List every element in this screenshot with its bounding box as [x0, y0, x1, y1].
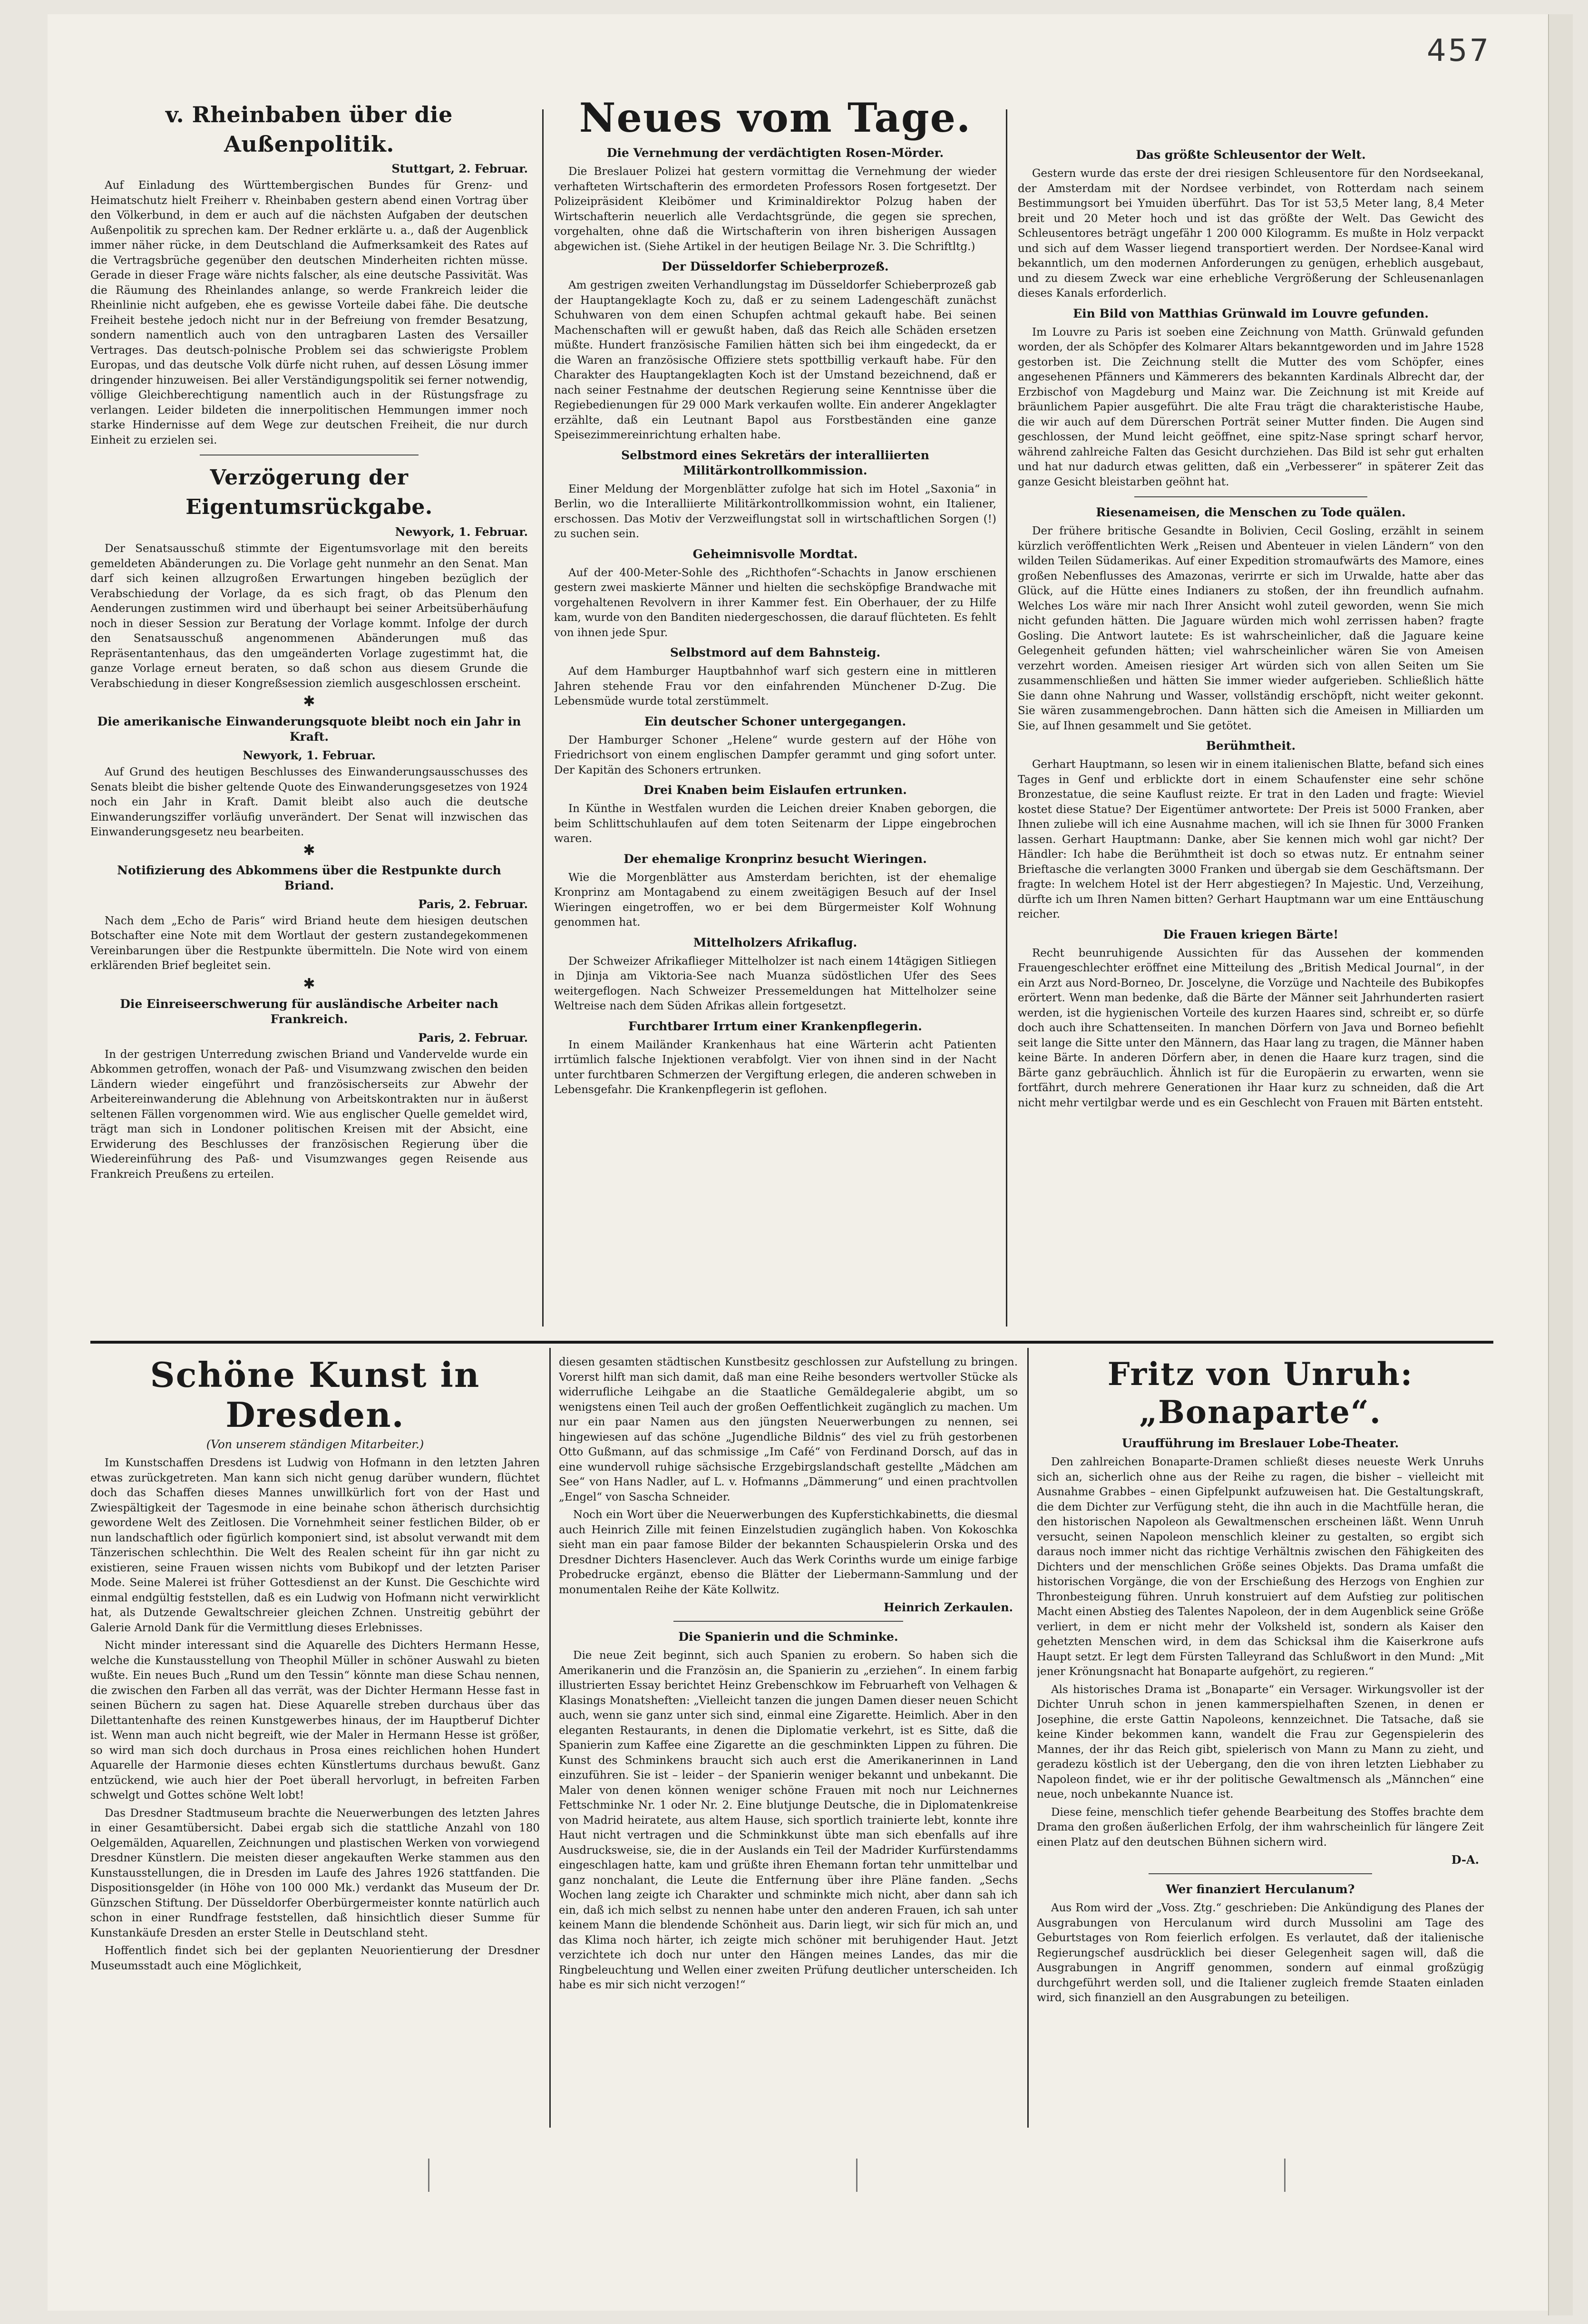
- page-number: 457: [1427, 33, 1491, 68]
- item-title: Die Frauen kriegen Bärte!: [1163, 927, 1339, 941]
- item-title: Ein Bild von Matthias Grünwald im Louvre gefunden.: [1073, 306, 1429, 320]
- item-text: Der Schweizer Afrikaflieger Mittelholzer ist nach einem 14tägigen Sitliegen in Djinja am Viktoria-See nach Muanza südöstlichen Ufer des Sees weitergeflogen. Nach Schweizer Pressemeldungen hat Mittelholzer seine Weltreise nach dem Süden Afrikas allein fortgesetzt.: [554, 955, 996, 1012]
- column-rule: [542, 109, 544, 1327]
- dateline: Paris, 2. Februar.: [418, 897, 528, 911]
- article-paragraph: Der Senatsausschuß stimmte der Eigentumsvorlage mit den bereits gemeldeten Abänderungen zu. Die Vorlage geht nunmehr an den Senat. Man darf sich keinen allzugroßen Erwartungen hingeben bezüglich der Verabschiedung der Vorlage, da es sich fragt, ob das Plenum den Aenderungen zustimmen wird und überhaupt bei seiner Arbeitsüberhäufung noch in dieser Session zur Beratung der Vorlage kommt. Infolge der durch den Senatsausschuß angenommenen Abänderungen muß das Repräsentantenhaus, das den umgeänderten Vorlage zugestimmt hat, die ganze Vorlage erneut beraten, so daß schon aus diesem Grunde die Verabschiedung in dieser Kongreßsession ziemlich ausgeschlossen erscheint.: [90, 542, 528, 690]
- item-text: Im Louvre zu Paris ist soeben eine Zeichnung von Matth. Grünwald gefunden worden, der als Schöpfer des Kolmarer Altars bekanntgeworden und im Jahre 1528 gestorben ist. Die Zeichnung stellt die Mutter des vom Schöpfer, eines angesehenen Pfänners und Kämmerers des bekannten Kardinals Albrecht dar, der Erzbischof von Magdeburg und Mainz war. Die Zeichnung ist mit Kreide auf bräunlichem Papier ausgeführt. Die alte Frau trägt die charakteristische Haube, die wir auch auf dem Dürerschen Porträt seiner Mutter finden. Die Augen sind geschlossen, der Mund leicht geöffnet, eine spitz-Nase springt scharf hervor, während zahlreiche Falten das Gesicht durchziehen. Das Bild ist sehr gut erhalten und hat nur dadurch etwas gelitten, daß ein „Verbesserer“ in späterer Zeit das ganze Gesicht bleistarben geöhnt hat.: [1018, 326, 1484, 488]
- byline: (Von unserem ständigen Mitarbeiter.): [206, 1438, 424, 1451]
- article-paragraph: Das Dresdner Stadtmuseum brachte die Neuerwerbungen des letzten Jahres in einer Gesamtübersicht. Dabei ergab sich die stattliche Anzahl von 180 Oelgemälden, Aquarellen, Zeichnungen und plastischen Werken von vorwiegend Dresdner Künstlern. Die meisten dieser angekauften Werke stammen aus den Kunstausstellungen, die in Dresden im Laufe des Jahres 1926 stattfanden. Die Dispositionsgelder (in Höhe von 100 000 Mk.) verdankt das Museum der Dr. Günzschen Stiftung. Der Düsseldorfer Oberbürgermeister konnte natürlich auch schon in einer Rundfrage feststellen, daß hinsichtlich dieser Summe für Kunstankäufe Dresden an erster Stelle in Deutschland steht.: [90, 1807, 540, 1939]
- item-text: Der frühere britische Gesandte in Bolivien, Cecil Gosling, erzählt in seinem kürzlich veröffentlichten Werk „Reisen und Abenteuer in vielen Ländern“ von den wilden Teilen Südamerikas. Auf einer Expedition stromaufwärts des Mamore, eines großen Nebenflusses des Amazonas, verirrte er sich im Urwalde, hatte aber das Glück, auf die Hütte eines Indianers zu stoßen, der ihn freundlich aufnahm. Welches Los wäre mir nach Ihrer Ansicht wohl zuteil geworden, wenn Sie mich nicht gefunden hätten. Die Jaguare würden mich wohl zerrissen haben? fragte Gosling. Die Antwort lautete: Es ist wahrscheinlicher, daß die Jaguare keine Gelegenheit gefunden hätten; viel wahrscheinlicher wären Sie von Ameisen verzehrt worden. Ameisen riesiger Art würden sich von allen Seiten um Sie zusammenschließen und hätten Sie immer wieder aufgerieben. Schließlich hätte Sie dann ohne Nahrung und Wasser, vollständig erschöpft, nicht weiter gekonnt. Sie wären zusammengebrochen. Dann hätten sich die Ameisen in Milliarden um Sie, auf Ihnen gesammelt und Sie getötet.: [1018, 525, 1484, 732]
- item-title: Riesenameisen, die Menschen zu Tode quälen.: [1096, 505, 1406, 519]
- item-text: Gerhart Hauptmann, so lesen wir in einem italienischen Blatte, befand sich eines Tages in Genf und erblickte dort in einem Schaufenster eine sehr schöne Bronzestatue, die seine Kauflust reizte. Er trat in den Laden und fragte: Wieviel kostet diese Statue? Der Eigentümer antwortete: Der Preis ist 5000 Franken, aber Ihnen zuliebe will ich eine Ausnahme machen, will ich sie Ihnen für 3000 Franken lassen. Gerhart Hauptmann: Danke, aber Sie kennen mich wohl gar nicht? Der Händler: Ich habe die Berühmtheit ist doch so etwas nutz. Er entnahm seiner Brieftasche die verlangten 3000 Franken und übergab sie dem Geschäftsmann. Der fragte: In welchem Hotel ist der Herr abgestiegen? In Majestic. Und, Verzeihung, dürfte ich um Ihren Namen bitten? Gerhart Hauptmann war um eine Enttäuschung reicher.: [1018, 758, 1484, 920]
- separator-rule: [673, 1621, 903, 1622]
- tick-mark: [1284, 2159, 1293, 2192]
- page-footer-marks: [95, 2159, 1474, 2206]
- article-title: Notifizierung des Abkommens über die Restpunkte durch Briand.: [117, 863, 501, 892]
- article-subtitle: Uraufführung im Breslauer Lobe-Theater.: [1121, 1436, 1399, 1450]
- column-rule: [549, 1348, 551, 2128]
- item-title: Furchtbarer Irrtum einer Krankenpflegerin.: [628, 1019, 922, 1033]
- article-title: Die amerikanische Einwanderungsquote bleibt noch ein Jahr in Kraft.: [97, 715, 521, 744]
- article-paragraph: Noch ein Wort über die Neuerwerbungen des Kupferstichkabinetts, die diesmal auch Heinrich Zille mit feinen Einzelstudien zugänglich haben. Von Kokoschka sieht man ein paar famose Bilder der bekannten Schauspielerin Orska und des Dresdner Dichters Hasenclever. Auch das Werk Corinths wurde um einige farbige Probedrucke ergänzt, ebenso die Blätter der Liebermann-Sammlung und der monumentalen Reihe der Käte Kollwitz.: [559, 1509, 1018, 1596]
- item-text: Der Hamburger Schoner „Helene“ wurde gestern auf der Höhe von Friedrichsort von einem englischen Dampfer gerammt und ging sofort unter. Der Kapitän des Schoners ertrunken.: [554, 734, 996, 776]
- article-paragraph: Hoffentlich findet sich bei der geplanten Neuorientierung der Dresdner Museumsstadt auch eine Möglichkeit,: [90, 1945, 540, 1972]
- article-paragraph: Die neue Zeit beginnt, sich auch Spanien zu erobern. So haben sich die Amerikanerin und die Französin an, die Spanierin zu „erziehen“. In einem farbig illustrierten Essay berichtet Heinz Grebenschkow im Februarheft von Velhagen & Klasings Monatsheften: „Vielleicht tanzen die jungen Damen dieser neuen Schicht auch, wenn sie ganz unter sich sind, einmal eine Zigarette. Heimlich. Aber in den eleganten Restaurants, in denen die Diplomatie verkehrt, ist es Sitte, daß die Spanierin zum Kaffee eine Zigarette an die geschminkten Lippen zu führen. Die Kunst des Schminkens braucht sich auch erst die Amerikanerinnen in Land einzuführen. Sie ist – leider – der Spanierin weniger bekannt und unbekannt. Die Maler von denen können weniger schöne Frauen mit noch nur Leichnernes Fettschminke Nr. 1 oder Nr. 2. Eine blutjunge Deutsche, die in Diplomatenkreise von Madrid heiratete, aus altem Hause, sich sportlich trainierte lebt, konnte ihre Haut nicht vertragen und die Schminkkunst übte man sich ebenfalls auf ihre Ausdrucksweise, sie, die in der Auslands ein Teil der Madrider Kurfürstendamms eingeschlagen hatte, kam und grüßte ihren Ehemann fortan tehr unmittelbar und ganz nonchalant, die Leute die Entfernung über ihre Pläne fanden. „Sechs Wochen lang zeigte ich Charakter und schminkte mich nicht, aber dann sah ich ein, daß ich mich selbst zu nennen habe unter den anderen Frauen, ich sah unter keinem Mann die blendende Schönheit aus. Darin liegt, wir sich für mich an, und das Klima noch härter, ich zeigte mich schöner mit beruhigender Haut. Jetzt verzichtete ich doch nur unter den Hängen meines Landes, das mir die Ringbeleuchtung und Wellen einer zweiten Prüfung deutlicher unterscheiden. Ich habe es mir sich nicht verzogen!“: [559, 1649, 1018, 1991]
- article-paragraph: Nach dem „Echo de Paris“ wird Briand heute dem hiesigen deutschen Botschafter eine Note mit dem Wortlaut der gestern zustandegekommenen Vereinbarungen über die Restpunkte übermitteln. Die Note wird von einem erklärenden Brief begleitet sein.: [90, 914, 528, 972]
- item-text: Wie die Morgenblätter aus Amsterdam berichten, ist der ehemalige Kronprinz am Montagabend zu einem zweitägigen Besuch auf der Insel Wieringen eingetroffen, wo er bei dem Bürgermeister Kolf Wohnung genommen hat.: [554, 871, 996, 929]
- article-paragraph: Diese feine, menschlich tiefer gehende Bearbeitung des Stoffes brachte dem Drama den großen äußerlichen Erfolg, der ihm wahrscheinlich für längere Zeit einen Platz auf den deutschen Bühnen sichern wird.: [1037, 1806, 1484, 1849]
- article-title: Die Spanierin und die Schminke.: [678, 1630, 898, 1644]
- item-title: Der ehemalige Kronprinz besucht Wieringen.: [624, 852, 927, 866]
- article-paragraph: Aus Rom wird der „Voss. Ztg.“ geschrieben: Die Ankündigung des Planes der Ausgrabungen von Herculanum wird durch Mussolini am Tage des Geburtstages von Rom feierlich erfolgen. Es verlautet, daß der italienische Regierungschef ausdrücklich bei dieser Gelegenheit sagen will, daß die Ausgrabungen in Angriff genommen, sondern auf einmal großzügig durchgeführt werden soll, und die Italiener zugleich fremde Staaten einladen wird, sich finanziell an den Ausgrabungen zu beteiligen.: [1037, 1902, 1484, 2004]
- star-ornament: ✱: [303, 842, 315, 859]
- item-text: Einer Meldung der Morgenblätter zufolge hat sich im Hotel „Saxonia“ in Berlin, wo die Interalliierte Militärkontrollkommission wohnt, ein Italiener, erschossen. Das Motiv der Verzweiflungstat soll in wirtschaftlichen Sorgen (!) zu suchen sein.: [554, 483, 996, 540]
- middle-column: [554, 95, 996, 1336]
- page-edge: [1548, 14, 1573, 2315]
- item-title: Geheimnisvolle Mordtat.: [692, 547, 858, 561]
- article-paragraph: Den zahlreichen Bonaparte-Dramen schließt dieses neueste Werk Unruhs sich an, sicherlich ohne aus der Reihe zu ragen, die bisher – vielleicht mit Ausnahme Grabbes – einen Gipfelpunkt aufzuweisen hat. Die Gestaltungskraft, die dem Dichter zur Verfügung steht, die ihn auch in die Machtfülle heran, die den historischen Napoleon als Gewaltmenschen erscheinen läßt. Wenn Unruh versucht, seinen Napoleon menschlich kleiner zu gestalten, so ergibt sich daraus noch immer nicht das richtige Verhältnis zwischen den Fähigkeiten des Dichters und der menschlichen Größe seines Objekts. Das Drama umfaßt die historischen Vorgänge, die von der Erschießung des Herzogs von Enghien zur Thronbesteigung führen. Unruh konstruiert auf dem Aufstieg zur politischen Macht einen Abstieg des Talentes Napoleon, der in dem Augenblick seine Größe verliert, in dem er nicht mehr der Volksheld ist, sondern als Kaiser den gehetzten Menschen wird, in dem das Schicksal ihm die Kaiserkrone aufs Haupt setzt. Er legt dem Fürsten Talleyrand das Schlußwort in den Mund: „Mit jener Krönungsnacht hat Bonaparte aufgehört, zu regieren.“: [1037, 1456, 1484, 1678]
- item-text: Die Breslauer Polizei hat gestern vormittag die Vernehmung der wieder verhafteten Wirtschafterin des ermordeten Professors Rosen fortgesetzt. Der Polizeipräsident Kleibömer und Kriminaldirektor Polzug haben der Wirtschafterin neuerlich alle Verdachtsgründe, die gegen sie sprechen, vorgehalten, ohne daß die Wirtschafterin von ihren bisherigen Aussagen abgewichen ist. (Siehe Artikel in der heutigen Beilage Nr. 3. Die Schriftltg.): [554, 165, 996, 253]
- article-title: Verzögerung der Eigentumsrückgabe.: [185, 465, 433, 519]
- section-header: Neues vom Tage.: [579, 95, 972, 141]
- article-paragraph: Auf Grund des heutigen Beschlusses des Einwanderungsausschusses des Senats bleibt die bisher geltende Quote des Einwanderungsgesetzes von 1924 noch ein Jahr in Kraft. Damit bleibt also auch die deutsche Einwanderungsziffer vorläufig unverändert. Der Senat will inzwischen das Einwanderungsgesetz neu bearbeiten.: [90, 766, 528, 838]
- section-divider: [90, 1341, 1493, 1344]
- author-signature: D-A.: [1451, 1853, 1479, 1867]
- item-text: Auf dem Hamburger Hauptbahnhof warf sich gestern eine in mittleren Jahren stehende Frau vor den einfahrenden Münchener D-Zug. Die Lebensmüde wurde total zerstümmelt.: [554, 665, 996, 707]
- tick-mark: [428, 2159, 437, 2192]
- separator-rule: [1149, 1873, 1372, 1874]
- star-ornament: ✱: [303, 693, 315, 710]
- dateline: Stuttgart, 2. Februar.: [391, 162, 528, 175]
- article-title: Schöne Kunst in Dresden.: [150, 1355, 480, 1435]
- column-rule: [1027, 1348, 1029, 2128]
- article-paragraph: Nicht minder interessant sind die Aquarelle des Dichters Hermann Hesse, welche die Kunstausstellung von Theophil Müller in schöner Auswahl zu bieten wußte. Ein neues Buch „Rund um den Tessin“ könnte man diese Schau nennen, die zwischen den Farben all das verrät, was der Dichter Hermann Hesse fast in seinen Büchern zu sagen hat. Diese Aquarelle streben durchaus über das Dilettantenhafte des reinen Kunstgewerbes hinaus, der im Hauptberuf Dichter ist. Wenn man auch nicht begreift, wie der Maler in Hermann Hesse ist größer, so wird man sich doch durchaus in Prosa eines reichlichen hohen Hundert Aquarelle der Harmonie dieses echten Künstlertums durchaus bewußt. Ganz entzückend, wie auch hier der Poet überall hervorlugt, in befreiten Farben schwelgt und Gottes schöne Welt lobt!: [90, 1639, 540, 1801]
- dateline: Paris, 2. Februar.: [418, 1030, 528, 1045]
- item-title: Das größte Schleusentor der Welt.: [1136, 148, 1366, 162]
- right-column: [1018, 143, 1484, 1336]
- item-text: In einem Mailänder Krankenhaus hat eine Wärterin acht Patienten irrtümlich falsche Injektionen verabfolgt. Vier von ihnen sind in der Nacht unter furchtbaren Schmerzen der Vergiftung erlegen, die anderen schweben in Lebensgefahr. Die Krankenpflegerin ist geflohen.: [554, 1038, 996, 1096]
- tick-mark: [856, 2159, 865, 2192]
- article-paragraph: In der gestrigen Unterredung zwischen Briand und Vandervelde wurde ein Abkommen getroffen, wonach der Paß- und Visumzwang zwischen den beiden Ländern wieder eingeführt und französischerseits zur Abwehr der Arbeitereinwanderung die Ablehnung von Arbeitskontrakten nur in äußerst seltenen Fällen vorgenommen wird. Wie aus englischer Quelle gemeldet wird, trägt man sich in Londoner politischen Kreisen mit der Absicht, eine Erwiderung des Beschlusses der französischen Regierung über die Wiedereinführung des Paß- und Visumzwanges gegen Reisende aus Frankreich Preußens zu erteilen.: [90, 1048, 528, 1181]
- author-signature: Heinrich Zerkaulen.: [884, 1600, 1013, 1614]
- item-title: Der Düsseldorfer Schieberprozeß.: [662, 260, 889, 273]
- item-title: Selbstmord eines Sekretärs der interalliierten Militärkontrollkommission.: [621, 448, 929, 477]
- dateline: Newyork, 1. Februar.: [395, 525, 528, 539]
- left-column: [90, 100, 528, 1336]
- article-title: Die Einreiseerschwerung für ausländische Arbeiter nach Frankreich.: [120, 997, 498, 1026]
- item-title: Die Vernehmung der verdächtigten Rosen-Mörder.: [606, 146, 944, 160]
- article-paragraph: Im Kunstschaffen Dresdens ist Ludwig von Hofmann in den letzten Jahren etwas zurückgetreten. Man kann sich nicht genug darüber wundern, flüchtet doch das Schaffen dieses Mannes unwillkürlich fort von der Hast und Zwiespältigkeit der Tagesmode in eine beinahe schon ätherisch durchsichtig gewordene Welt des Zeitlosen. Die Vornehmheit seiner festlichen Bilder, ob er nun landschaftlich oder figürlich komponiert sind, ist absolut verwandt mit dem Tänzerischen schlechthin. Die Welt des Realen scheint für ihn gar nicht zu existieren, seine Frauen wissen nichts vom Bubikopf und der letzten Pariser Mode. Seine Malerei ist früher Gottesdienst an der Kunst. Die Geschichte wird einmal endgültig feststellen, daß es ein Ludwig von Hofmann nicht verwirklicht hat, als Dutzende Gewaltschreier gleichen Zchnen. Unstreitig gebührt der Galerie Arnold Dank für die Vermittlung dieses Erlebnisses.: [90, 1457, 540, 1634]
- article-title: Wer finanziert Herculanum?: [1166, 1882, 1355, 1896]
- feuilleton-right: [1037, 1355, 1484, 2125]
- article-paragraph: Als historisches Drama ist „Bonaparte“ ein Versager. Wirkungsvoller ist der Dichter Unruh schon in jenen kammerspielhaften Szenen, in denen er Josephine, die erste Gattin Napoleons, kennzeichnet. Die Tatsache, daß sie keine Kinder bekommen kann, wandelt die Frau zur Gegenspielerin des Mannes, der ihr das Reich gibt, spielerisch von Mann zu Mann zu zieht, und geradezu köstlich ist der Uebergang, den die von ihren letzten Liebhaber zu Napoleon findet, wie er ihr der politische Gewaltmensch als „Männchen“ eine neue, noch unbekannte Nuance ist.: [1037, 1683, 1484, 1801]
- dateline: Newyork, 1. Februar.: [243, 748, 376, 762]
- item-title: Ein deutscher Schoner untergegangen.: [644, 714, 906, 728]
- item-title: Drei Knaben beim Eislaufen ertrunken.: [643, 783, 907, 797]
- column-rule: [1006, 109, 1007, 1327]
- feuilleton-left: [90, 1355, 540, 2125]
- item-text: Auf der 400-Meter-Sohle des „Richthofen“-Schachts in Janow erschienen gestern zwei maskierte Männer und hielten die sechsköpfige Brandwache mit vorgehaltenen Revolvern in ihrer Kammer fest. Ein Oberhauer, der zu Hilfe kam, wurde von den Banditen niedergeschossen, die darauf flüchteten. Es fehlt von ihnen jede Spur.: [554, 566, 996, 639]
- item-title: Berühmtheit.: [1206, 739, 1296, 753]
- separator-rule: [1134, 496, 1367, 497]
- item-text: Recht beunruhigende Aussichten für das Aussehen der kommenden Frauengeschlechter eröffnet eine Mitteilung des „British Medical Journal“, in der ein Arzt aus Nord-Borneo, Dr. Joscelyne, die Vorzüge und Nachteile des Bubikopfes erörtert. Wenn man bedenke, daß die Bärte der Männer seit Jahrhunderten rasiert werden, ist die hygienischen Vorteile des kurzen Haares sind, schreibt er, so dürfe doch auch ihre Schattenseiten. In manchen Dörfern von Java und Borneo befiehlt seit lange die Sitte unter den Männern, das Haar lang zu tragen, die Männer haben keine Bärte. In anderen Dörfern aber, in denen die Haare kurz tragen, sind die Bärte ganz gebräuchlich. Ähnlich ist für die Europäerin zu erwarten, wenn sie fortfährt, durch mehrere Generationen ihr Haar kurz zu schneiden, daß die Art nicht mehr vertilgbar werde und es ein Geschlecht von Frauen mit Bärten entsteht.: [1018, 947, 1484, 1109]
- item-title: Selbstmord auf dem Bahnsteig.: [670, 646, 881, 659]
- item-text: Gestern wurde das erste der drei riesigen Schleusentore für den Nordseekanal, der Amsterdam mit der Nordsee verbindet, von Rotterdam nach seinem Bestimmungsort bei Ymuiden überführt. Das Tor ist 53,5 Meter lang, 8,4 Meter breit und 20 Meter hoch und ist das größte der Welt. Das Gewicht des Schleusentores beträgt ungefähr 1 200 000 Kilogramm. Es mußte in Holz verpackt und sich auf dem Wasser liegend transportiert werden. Der Nordsee-Kanal wird bekanntlich, um den modernen Anforderungen zu genügen, erheblich ausgebaut, und zu diesem Zweck war eine erhebliche Vergrößerung der Schleusenanlagen dieses Kanals erforderlich.: [1018, 167, 1484, 300]
- item-text: In Künthe in Westfalen wurden die Leichen dreier Knaben geborgen, die beim Schlittschuhlaufen auf dem toten Seitenarm der Lippe eingebrochen waren.: [554, 803, 996, 845]
- item-text: Am gestrigen zweiten Verhandlungstag im Düsseldorfer Schieberprozeß gab der Hauptangeklagte Koch zu, daß er zu seinem Ladengeschäft zunächst Schuhwaren von dem einen Schupfen achtmal gekauft habe. Bei seinen Machenschaften will er gewußt haben, daß das Reich alle Schäden ersetzen müßte. Hundert französische Familien hätten sich bei ihm eingedeckt, da er die Waren an französische Offiziere stets spottbillig verkauft habe. Für den Charakter des Hauptangeklagten Koch ist der Umstand bezeichnend, daß er nach seiner Festnahme der deutschen Regierung seine Kenntnisse über die Regiebedienungen für 29 000 Mark verkaufen wollte. Ein anderer Angeklagter erzählte, daß ein Leutnant Bapol aus Forstbeständen eine ganze Speisezimmereinrichtung erhalten habe.: [554, 279, 996, 441]
- article-title: v. Rheinbaben über die Außenpolitik.: [166, 102, 453, 157]
- article-title: Fritz von Unruh: „Bonaparte“.: [1107, 1356, 1413, 1431]
- feuilleton-middle: [559, 1355, 1018, 2125]
- article-paragraph: diesen gesamten städtischen Kunstbesitz geschlossen zur Aufstellung zu bringen. Vorerst hilft man sich damit, daß man eine Reihe besonders wertvoller Stücke als widerrufliche Leihgabe an die Staatliche Gemäldegalerie abgibt, um so wenigstens einen Teil auch der großen Oeffentlichkeit zugänglich zu machen. Um nur ein paar Namen aus den jüngsten Neuerwerbungen zu nennen, sei hingewiesen auf das schöne „Jugendliche Bildnis“ des viel zu früh gestorbenen Otto Gußmann, auf das schmissige „Im Café“ von Ferdinand Dorsch, auf das in eine wundervoll ruhige sächsische Erzgebirgslandschaft gestellte „Mädchen am See“ von Hans Nadler, auf L. v. Hofmanns „Dämmerung“ und einen prachtvollen „Engel“ von Sascha Schneider.: [559, 1356, 1018, 1503]
- star-ornament: ✱: [303, 975, 315, 992]
- article-paragraph: Auf Einladung des Württembergischen Bundes für Grenz- und Heimatschutz hielt Freiherr v. Rheinbaben gestern abend einen Vortrag über den Völkerbund, in dem er auch auf die nächsten Aufgaben der deutschen Außenpolitik zu sprechen kam. Der Redner erklärte u. a., daß der Augenblick immer näher rücke, in dem Deutschland die Aufmerksamkeit des Rates auf die Vertragsbrüche gegenüber den deutschen Minderheiten richten müsse. Gerade in dieser Frage wäre nichts falscher, als eine deutsche Passivität. Was die Räumung des Rheinlandes anlange, so werde Frankreich leider die Rheinlinie nicht aufgeben, ehe es gewisse Vorteile dabei fähe. Die deutsche Freiheit bestehe jedoch nicht nur in der Befreiung von fremder Besatzung, sondern namentlich auch von den untragbaren Lasten des Versailler Vertrages. Das deutsch-polnische Problem sei das schwierigste Problem Europas, und das deutsche Volk dürfe nicht ruhen, auf dessen Lösung immer dringender hinzuweisen. Bei aller Verständigungspolitik sei ferner notwendig, völlige Gleichberechtigung namentlich auch in der Rüstungsfrage zu verlangen. Leider bildeten die innerpolitischen Hemmungen immer noch starke Hindernisse auf dem Wege zur deutschen Freiheit, die nur durch Einheit zu erzielen sei.: [90, 179, 528, 446]
- item-title: Mittelholzers Afrikaflug.: [693, 935, 857, 949]
